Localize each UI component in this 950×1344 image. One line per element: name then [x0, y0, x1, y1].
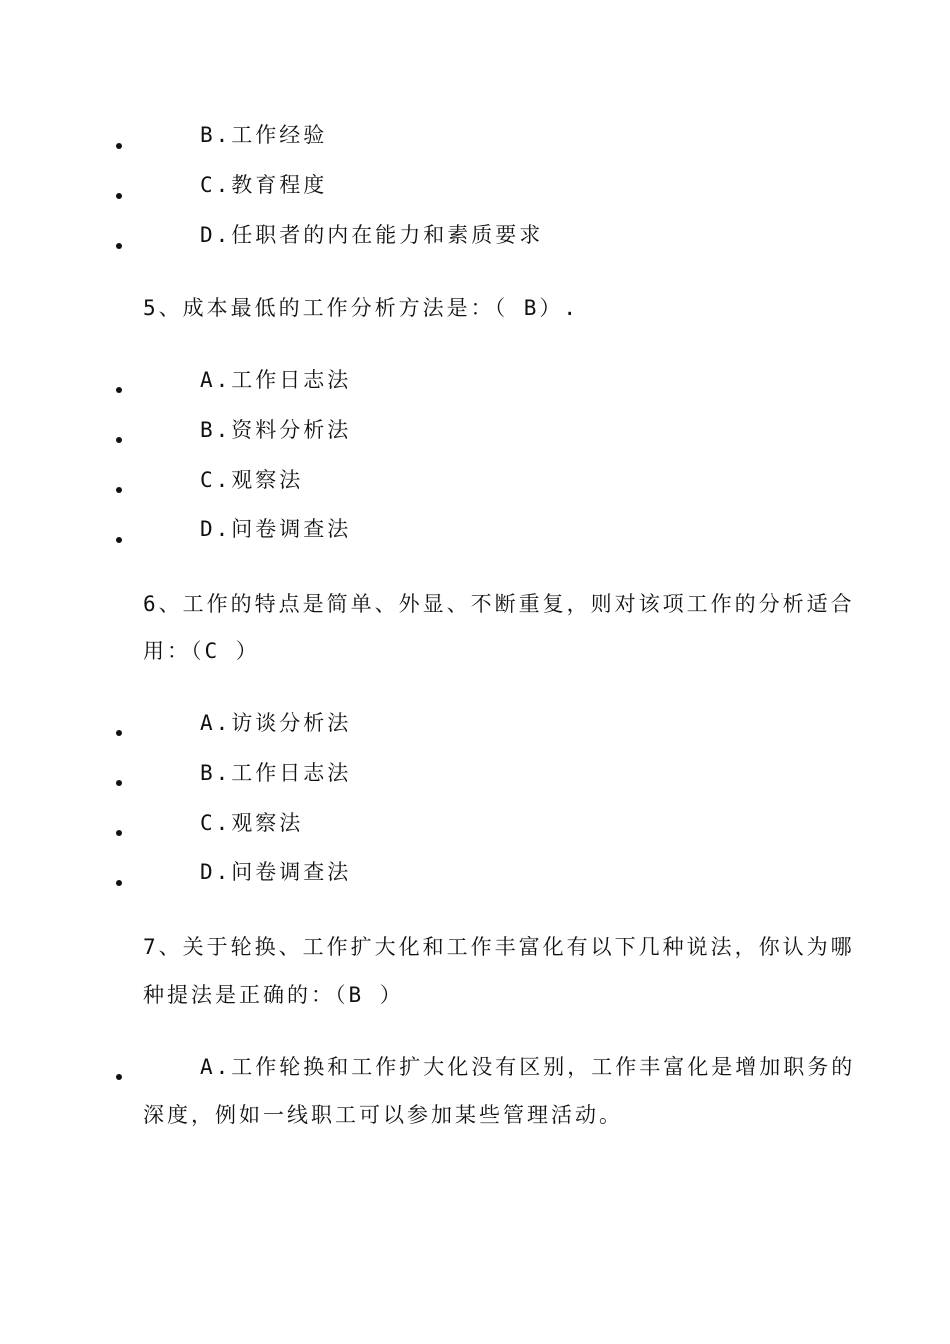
list-bullet	[116, 487, 122, 493]
list-bullet	[116, 437, 122, 443]
list-bullet	[116, 830, 122, 836]
question-text: 种提法是正确的：（B ）	[143, 983, 404, 1007]
option-text: C.观察法	[200, 811, 304, 835]
option-text: C.教育程度	[200, 173, 328, 197]
option-text: C.观察法	[200, 468, 304, 492]
list-bullet	[116, 387, 122, 393]
option-text-continued: 深度，例如一线职工可以参加某些管理活动。	[143, 1103, 623, 1127]
option-text: A.工作日志法	[200, 368, 352, 392]
option-text: B.资料分析法	[200, 418, 352, 442]
question-text: 5、成本最低的工作分析方法是：（ B）.	[143, 296, 580, 320]
list-bullet	[116, 537, 122, 543]
option-text: B.工作经验	[200, 123, 328, 147]
option-text: D.问卷调查法	[200, 517, 352, 541]
option-text: D.任职者的内在能力和素质要求	[200, 223, 544, 247]
list-bullet	[116, 880, 122, 886]
list-bullet	[116, 1074, 122, 1080]
list-bullet	[116, 243, 122, 249]
question-text: 用：（C ）	[143, 639, 260, 663]
list-bullet	[116, 730, 122, 736]
option-text: A.访谈分析法	[200, 711, 352, 735]
question-text: 7、关于轮换、工作扩大化和工作丰富化有以下几种说法，你认为哪	[143, 935, 855, 959]
list-bullet	[116, 193, 122, 199]
option-text: D.问卷调查法	[200, 860, 352, 884]
list-bullet	[116, 143, 122, 149]
option-text: B.工作日志法	[200, 761, 352, 785]
option-text: A.工作轮换和工作扩大化没有区别，工作丰富化是增加职务的	[200, 1055, 856, 1079]
question-text: 6、工作的特点是简单、外显、不断重复，则对该项工作的分析适合	[143, 592, 855, 616]
list-bullet	[116, 780, 122, 786]
